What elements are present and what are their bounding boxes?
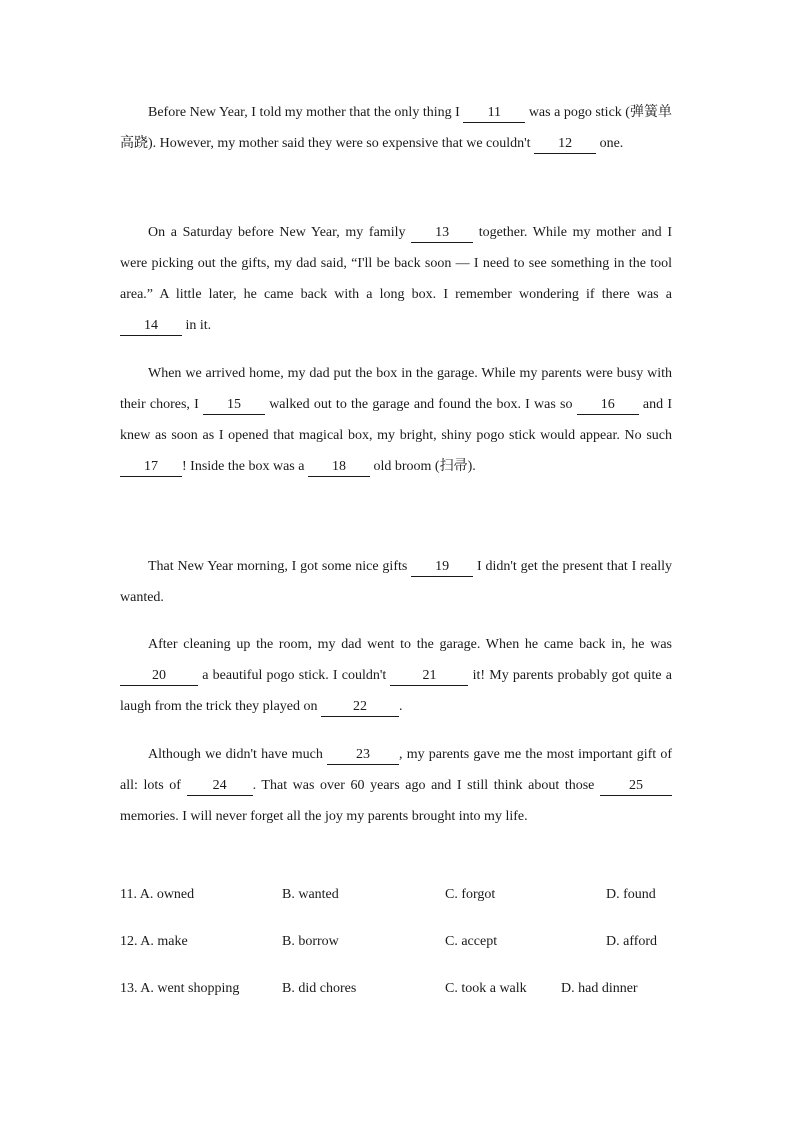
paragraph-2: On a Saturday before New Year, my family 13 together. While my mother and I were picking out the gifts, my dad said, “I'll be back soon — I need to see something in the tool area.” A little later, he came back with a long box. I remember wondering if there was a 14 in it. [120,217,672,341]
option-11-a: 11. A. owned [120,887,195,902]
option-12-b: B. borrow [282,934,339,949]
option-13-d: D. had dinner [561,981,638,996]
option-11-b: B. wanted [282,887,339,902]
blank-22: 22 [321,698,399,717]
option-12-a: 12. A. make [120,934,188,949]
option-11-d: D. found [606,887,656,902]
blank-15: 15 [203,396,265,415]
option-12-c: C. accept [445,934,498,949]
paragraph-5: After cleaning up the room, my dad went to the garage. When he came back in, he was 20 a beautiful pogo stick. I couldn't 21 it! My parents probably got quite a laugh from the trick they played on 22 . [120,629,672,722]
blank-18: 18 [308,458,370,477]
option-11-c: C. forgot [445,887,496,902]
blank-19: 19 [411,558,473,577]
blank-16: 16 [577,396,639,415]
paragraph-3: When we arrived home, my dad put the box in the garage. While my parents were busy with their chores, I 15 walked out to the garage and found the box. I was so 16 and I knew as soon as I opened that magical box, my bright, shiny pogo stick would appear. No such 17 ! Inside the box was a 18 old broom (扫帚). [120,358,672,482]
blank-13: 13 [411,224,473,243]
blank-14: 14 [120,317,182,336]
blank-25: 25 [600,777,672,796]
paragraph-1: Before New Year, I told my mother that the only thing I 11 was a pogo stick (弹簧单高跷). However, my mother said they were so expensive that we couldn't 12 one. [120,97,672,159]
blank-12: 12 [534,135,596,154]
blank-20: 20 [120,667,198,686]
blank-11: 11 [463,104,525,123]
blank-24: 24 [187,777,253,796]
blank-21: 21 [390,667,468,686]
paragraph-6: Although we didn't have much 23 , my parents gave me the most important gift of all: lots of 24 . That was over 60 years ago and I still think about those 25 memories. I will never forget all the joy my parents brought into my life. [120,747,673,824]
option-13-c: C. took a walk [445,981,527,996]
option-12-d: D. afford [606,934,658,949]
blank-23: 23 [327,746,399,765]
option-13-b: B. did chores [282,981,357,996]
option-13-a: 13. A. went shopping [120,981,240,996]
blank-17: 17 [120,458,182,477]
paragraph-4: That New Year morning, I got some nice gifts 19 I didn't get the present that I really wanted. [120,559,673,605]
